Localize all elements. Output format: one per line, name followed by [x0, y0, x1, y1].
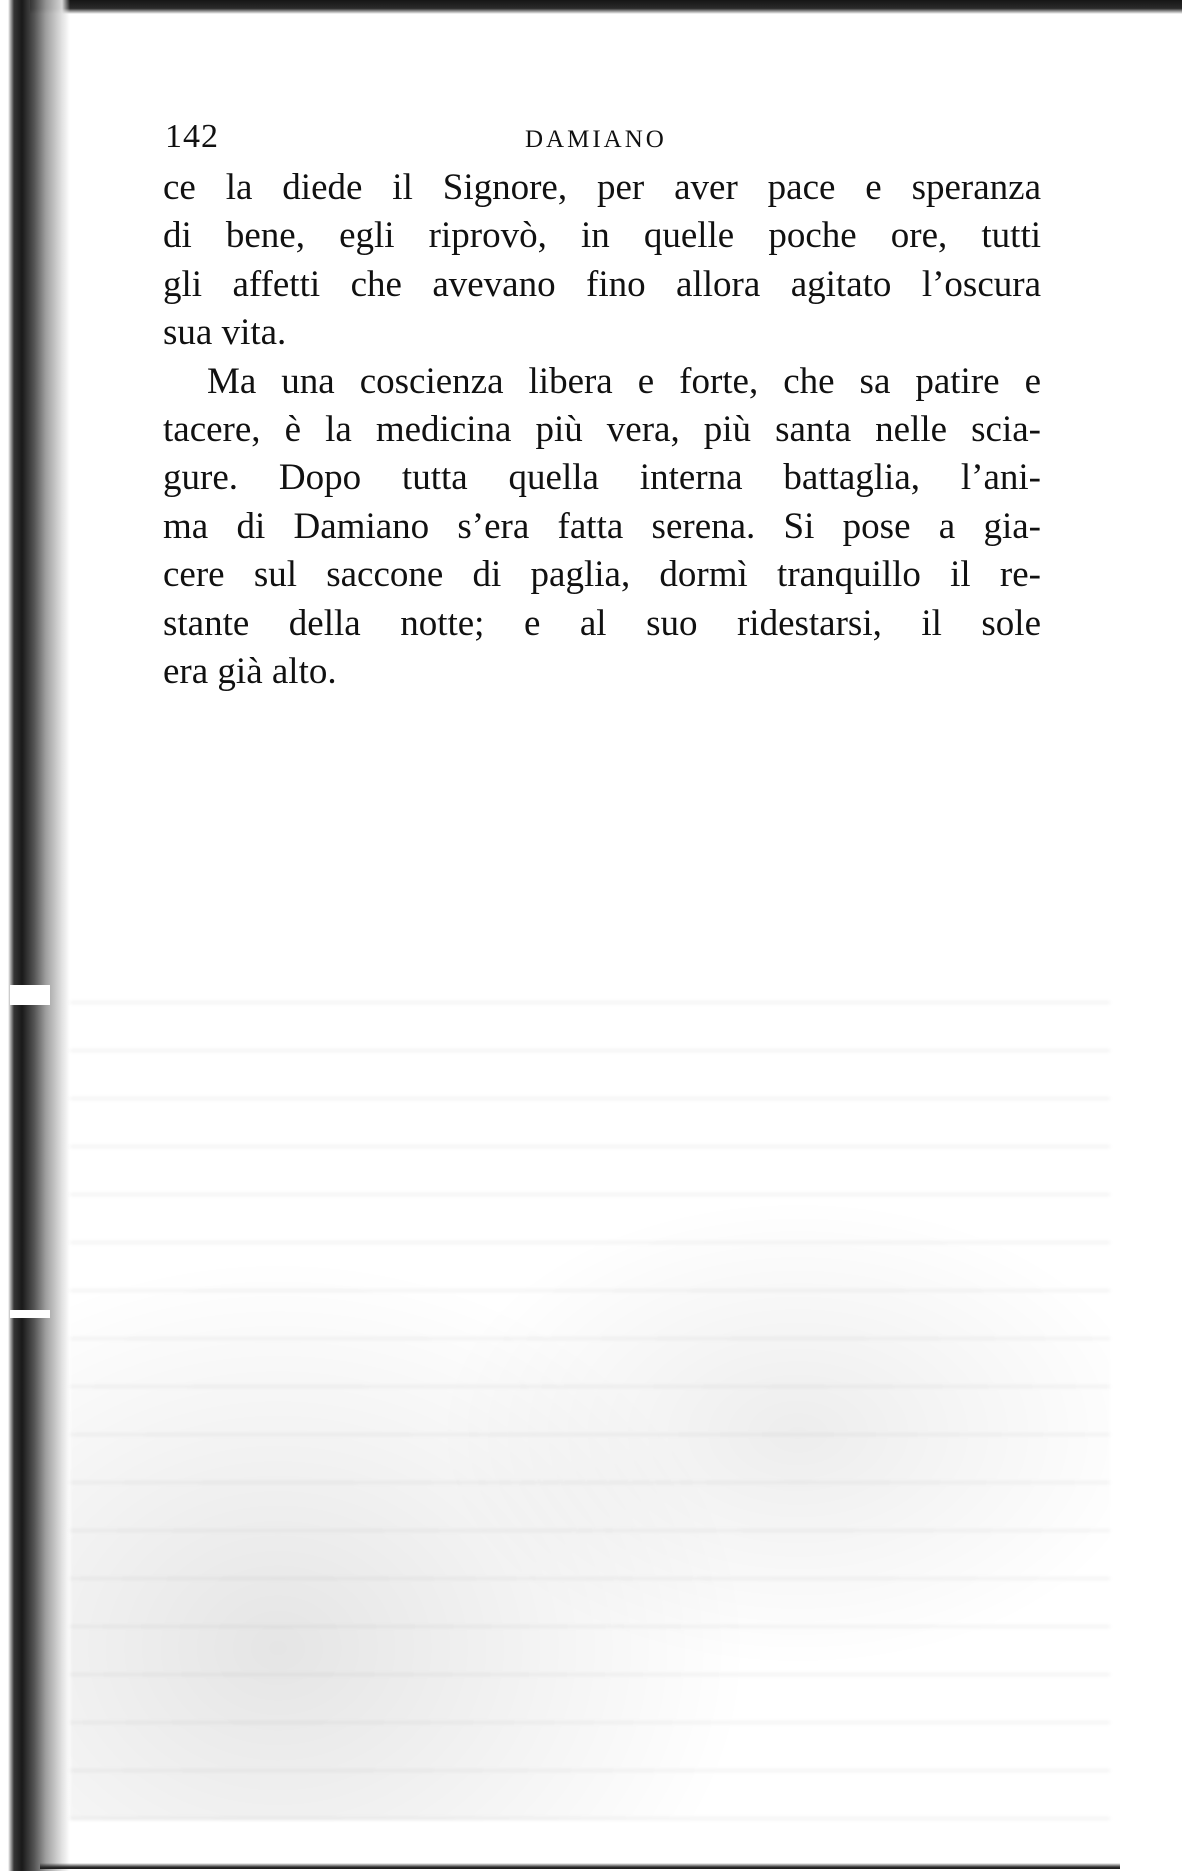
- text-line: sua vita.: [163, 312, 287, 354]
- text-line: di bene, egli riprovò, in quelle poche ore, tutti: [163, 215, 1041, 257]
- running-title: DAMIANO: [525, 126, 667, 153]
- text-line: gure. Dopo tutta quella interna battaglia, l’ani-: [163, 457, 1041, 499]
- body-text: [163, 164, 1041, 696]
- page-header: [165, 118, 1045, 158]
- show-through-bleed: [70, 960, 1110, 1820]
- text-line: Ma una coscienza libera e forte, che sa patire e: [207, 360, 1041, 402]
- text-line: era già alto.: [163, 650, 337, 692]
- page-number: 142: [165, 118, 219, 155]
- text-line: ma di Damiano s’era fatta serena. Si pose a gia-: [163, 505, 1041, 547]
- text-line: stante della notte; e al suo ridestarsi, il sole: [163, 602, 1041, 644]
- page-bottom-edge: [40, 1863, 1120, 1869]
- paragraph-1: [163, 164, 1041, 358]
- text-line: gli affetti che avevano fino allora agitato l’oscura: [163, 263, 1041, 305]
- text-line: tacere, è la medicina più vera, più santa nelle scia-: [163, 408, 1041, 450]
- text-line: cere sul saccone di paglia, dormì tranquillo il re-: [163, 554, 1041, 596]
- spine-gap: [10, 985, 50, 1005]
- paragraph-2: [163, 358, 1041, 697]
- page-top-edge: [30, 0, 1182, 14]
- book-spine-shadow: [0, 0, 70, 1871]
- text-line: ce la diede il Signore, per aver pace e speranza: [163, 167, 1041, 208]
- spine-gap: [10, 1310, 50, 1318]
